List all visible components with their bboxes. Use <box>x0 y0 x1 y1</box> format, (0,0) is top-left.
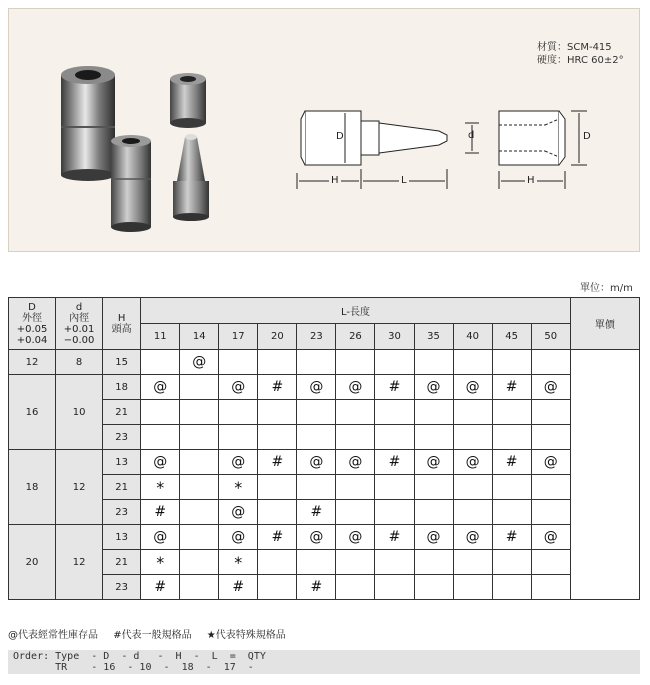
cell-availability-mark: @ <box>219 375 258 400</box>
cell-availability-mark: @ <box>180 350 219 375</box>
header-length-50: 50 <box>531 324 570 350</box>
cell-availability-mark <box>336 425 375 450</box>
hardness-text: 硬度：HRC 60±2° <box>537 55 624 66</box>
cell-availability-mark <box>531 400 570 425</box>
sleeve-dimension-drawing <box>499 111 587 189</box>
product-photo-panel <box>8 8 640 252</box>
cell-availability-mark <box>453 425 492 450</box>
cell-availability-mark <box>297 550 336 575</box>
cell-availability-mark: @ <box>414 375 453 400</box>
table-row <box>9 425 640 450</box>
cell-availability-mark <box>492 425 531 450</box>
cell-outer-diameter: 20 <box>9 525 56 600</box>
table-row <box>9 375 640 400</box>
cell-availability-mark <box>453 350 492 375</box>
cell-head-height: 15 <box>103 350 141 375</box>
cell-availability-mark <box>180 525 219 550</box>
cell-availability-mark <box>180 500 219 525</box>
cell-outer-diameter: 12 <box>9 350 56 375</box>
cell-availability-mark <box>453 575 492 600</box>
header-length-45: 45 <box>492 324 531 350</box>
cell-availability-mark: # <box>492 450 531 475</box>
large-guide-bushing-image <box>61 66 115 181</box>
cell-availability-mark: * <box>219 550 258 575</box>
order-example-box <box>8 650 640 674</box>
cell-outer-diameter: 16 <box>9 375 56 450</box>
cell-availability-mark <box>258 425 297 450</box>
cell-availability-mark <box>531 475 570 500</box>
cell-availability-mark <box>375 550 414 575</box>
cell-availability-mark: @ <box>336 450 375 475</box>
header-length-30: 30 <box>375 324 414 350</box>
header-length-14: 14 <box>180 324 219 350</box>
header-head-height: H 頭高 <box>103 298 141 350</box>
cell-head-height: 21 <box>103 550 141 575</box>
cell-availability-mark <box>336 475 375 500</box>
cell-availability-mark: @ <box>414 450 453 475</box>
cell-inner-diameter: 8 <box>56 350 103 375</box>
table-row <box>9 450 640 475</box>
cell-availability-mark <box>531 500 570 525</box>
header-length-35: 35 <box>414 324 453 350</box>
cell-availability-mark <box>414 400 453 425</box>
cell-availability-mark <box>258 550 297 575</box>
cell-availability-mark <box>453 500 492 525</box>
pin-l-label: L <box>401 175 407 186</box>
short-bushing-image <box>111 135 151 232</box>
header-length-group: L-長度 <box>141 298 571 324</box>
cell-availability-mark: # <box>219 575 258 600</box>
cell-availability-mark <box>141 425 180 450</box>
cell-availability-mark <box>414 575 453 600</box>
cell-availability-mark <box>375 475 414 500</box>
order-example-line: TR - 16 - 10 - 18 - 17 - <box>13 662 254 673</box>
cell-availability-mark: # <box>141 500 180 525</box>
cell-availability-mark <box>492 575 531 600</box>
cell-availability-mark <box>492 500 531 525</box>
cell-availability-mark <box>492 400 531 425</box>
cell-availability-mark <box>531 550 570 575</box>
table-row <box>9 475 640 500</box>
cell-availability-mark: @ <box>453 450 492 475</box>
cell-head-height: 21 <box>103 475 141 500</box>
cell-availability-mark: # <box>375 450 414 475</box>
table-row <box>9 350 640 375</box>
cell-head-height: 13 <box>103 525 141 550</box>
cell-availability-mark: # <box>375 375 414 400</box>
cell-availability-mark <box>219 350 258 375</box>
legend <box>8 626 298 641</box>
cell-availability-mark: # <box>492 375 531 400</box>
cell-availability-mark: @ <box>219 450 258 475</box>
header-unit-price: 單價 <box>570 298 639 350</box>
cell-head-height: 13 <box>103 450 141 475</box>
cell-availability-mark <box>531 425 570 450</box>
material-spec <box>537 41 624 67</box>
cell-availability-mark <box>375 400 414 425</box>
table-row <box>9 575 640 600</box>
cell-availability-mark <box>375 575 414 600</box>
cell-availability-mark <box>336 575 375 600</box>
cell-availability-mark <box>414 350 453 375</box>
cell-availability-mark <box>258 400 297 425</box>
cell-head-height: 23 <box>103 575 141 600</box>
cell-availability-mark <box>336 550 375 575</box>
cell-availability-mark <box>180 475 219 500</box>
cell-availability-mark <box>258 475 297 500</box>
legend-special: ★代表特殊規格品 <box>206 630 286 641</box>
cell-availability-mark: @ <box>531 375 570 400</box>
cell-availability-mark <box>258 575 297 600</box>
cell-availability-mark <box>492 550 531 575</box>
cell-availability-mark: # <box>258 375 297 400</box>
cell-availability-mark <box>180 550 219 575</box>
cell-availability-mark: @ <box>297 450 336 475</box>
cell-availability-mark <box>375 500 414 525</box>
cell-availability-mark: # <box>297 500 336 525</box>
cell-availability-mark <box>219 400 258 425</box>
legend-stock: @代表經常性庫存品 <box>8 630 98 641</box>
header-outer-diameter: D 外徑 +0.05 +0.04 <box>9 298 56 350</box>
cell-availability-mark <box>336 500 375 525</box>
punch-pin-image <box>173 134 209 221</box>
header-length-23: 23 <box>297 324 336 350</box>
cell-availability-mark: * <box>141 475 180 500</box>
pin-h-label: H <box>331 175 339 186</box>
header-length-17: 17 <box>219 324 258 350</box>
pin-d-label: D <box>336 131 344 142</box>
cell-availability-mark: # <box>375 525 414 550</box>
cell-availability-mark <box>414 475 453 500</box>
cell-availability-mark <box>258 500 297 525</box>
cell-head-height: 23 <box>103 500 141 525</box>
cell-availability-mark <box>180 575 219 600</box>
cell-availability-mark: * <box>141 550 180 575</box>
cell-availability-mark <box>180 450 219 475</box>
material-text: 材質：SCM-415 <box>537 42 612 53</box>
sleeve-h-label: H <box>527 175 535 186</box>
cell-unit-price <box>570 350 639 600</box>
cell-availability-mark <box>453 400 492 425</box>
table-row <box>9 550 640 575</box>
cell-availability-mark <box>219 425 258 450</box>
cell-availability-mark <box>531 350 570 375</box>
cell-availability-mark: @ <box>336 525 375 550</box>
pin-dimension-drawing <box>297 111 479 189</box>
cell-availability-mark <box>141 350 180 375</box>
cell-availability-mark: * <box>219 475 258 500</box>
cell-availability-mark <box>297 400 336 425</box>
cell-availability-mark <box>297 475 336 500</box>
cell-availability-mark: @ <box>297 525 336 550</box>
cell-availability-mark <box>375 350 414 375</box>
cell-outer-diameter: 18 <box>9 450 56 525</box>
table-row <box>9 400 640 425</box>
cell-availability-mark <box>414 550 453 575</box>
cell-availability-mark: @ <box>141 375 180 400</box>
cell-availability-mark <box>375 425 414 450</box>
cell-availability-mark: @ <box>141 450 180 475</box>
small-bushing-image <box>170 73 206 128</box>
cell-availability-mark <box>258 350 297 375</box>
cell-availability-mark <box>297 350 336 375</box>
cell-availability-mark <box>492 475 531 500</box>
cell-head-height: 23 <box>103 425 141 450</box>
cell-availability-mark: @ <box>453 375 492 400</box>
header-length-11: 11 <box>141 324 180 350</box>
header-inner-diameter: d 內徑 +0.01 −0.00 <box>56 298 103 350</box>
sleeve-d-label: D <box>583 131 591 142</box>
header-length-26: 26 <box>336 324 375 350</box>
cell-availability-mark <box>492 350 531 375</box>
cell-availability-mark <box>414 500 453 525</box>
cell-availability-mark <box>531 575 570 600</box>
cell-availability-mark: @ <box>531 525 570 550</box>
cell-inner-diameter: 12 <box>56 525 103 600</box>
cell-availability-mark <box>414 425 453 450</box>
cell-head-height: 21 <box>103 400 141 425</box>
table-row <box>9 525 640 550</box>
cell-availability-mark: @ <box>141 525 180 550</box>
cell-availability-mark: @ <box>453 525 492 550</box>
cell-availability-mark: # <box>141 575 180 600</box>
table-row <box>9 500 640 525</box>
cell-availability-mark <box>180 375 219 400</box>
cell-availability-mark: # <box>492 525 531 550</box>
cell-availability-mark: @ <box>336 375 375 400</box>
header-length-40: 40 <box>453 324 492 350</box>
pin-small-d-label: d <box>468 130 475 141</box>
cell-availability-mark: @ <box>219 525 258 550</box>
cell-availability-mark: # <box>297 575 336 600</box>
cell-availability-mark: @ <box>531 450 570 475</box>
cell-availability-mark <box>336 350 375 375</box>
cell-availability-mark: # <box>258 525 297 550</box>
cell-head-height: 18 <box>103 375 141 400</box>
spec-table <box>8 297 640 600</box>
cell-inner-diameter: 10 <box>56 375 103 450</box>
cell-availability-mark: @ <box>219 500 258 525</box>
cell-availability-mark <box>141 400 180 425</box>
cell-availability-mark: @ <box>297 375 336 400</box>
cell-availability-mark <box>297 425 336 450</box>
cell-availability-mark <box>453 550 492 575</box>
cell-availability-mark <box>453 475 492 500</box>
cell-availability-mark <box>336 400 375 425</box>
cell-inner-diameter: 12 <box>56 450 103 525</box>
cell-availability-mark: @ <box>414 525 453 550</box>
legend-general: #代表一般規格品 <box>113 630 192 641</box>
header-length-20: 20 <box>258 324 297 350</box>
order-format-line: Order: Type - D - d - H - L = QTY <box>13 651 266 662</box>
unit-label: 單位：m/m <box>580 283 633 294</box>
cell-availability-mark <box>180 400 219 425</box>
cell-availability-mark <box>180 425 219 450</box>
cell-availability-mark: # <box>258 450 297 475</box>
